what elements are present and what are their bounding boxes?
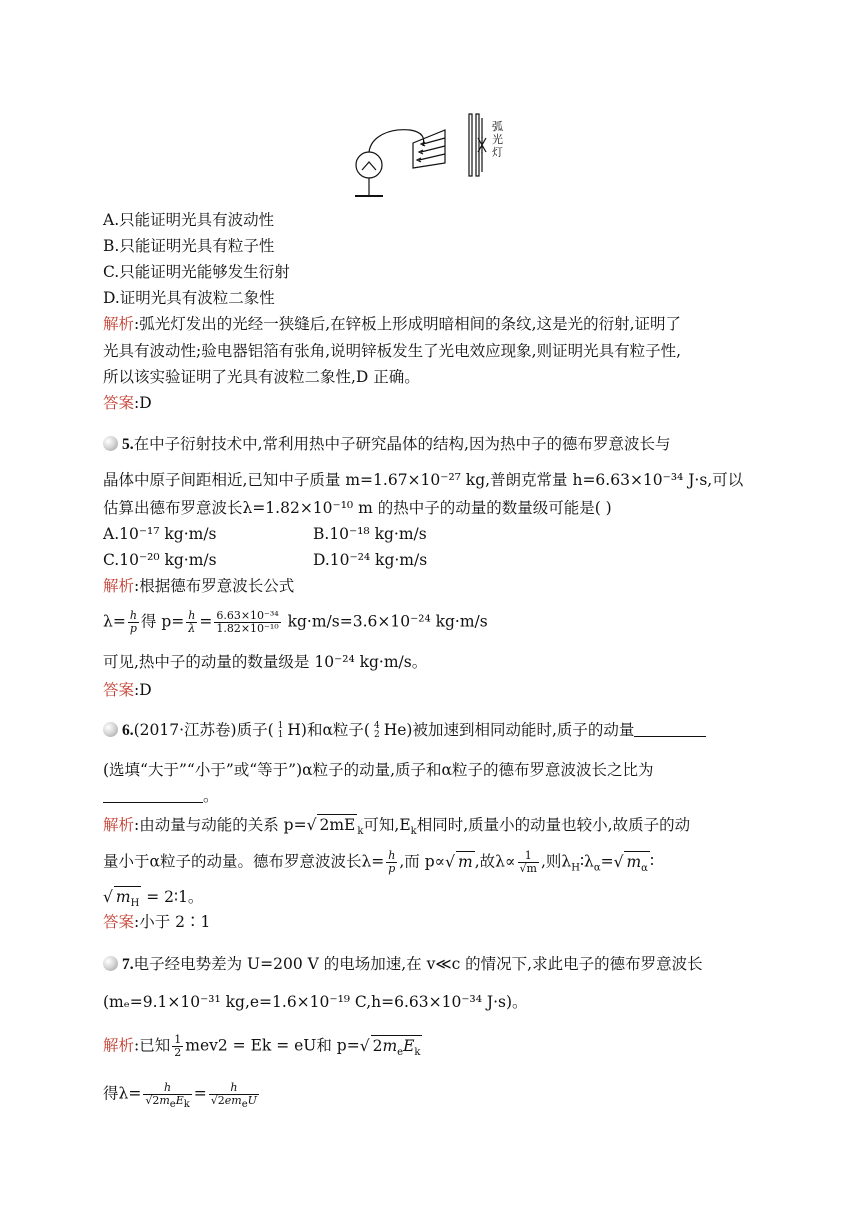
q4-answer: 答案:D bbox=[103, 394, 152, 412]
q7-stem-line1: 7.电子经电势差为 U=200 V 的电场加速,在 v≪c 的情况下,求此电子的德布罗意波长 bbox=[103, 954, 703, 975]
q5-answer: 答案:D bbox=[103, 681, 152, 699]
q7-analysis: 解析:已知 $\frac{1}{2}$ mev2 = Ek = eU和 p=√ $2m_eE_k$ bbox=[103, 1034, 422, 1059]
q5-option-b: B.10⁻¹⁸ kg·m/s bbox=[313, 525, 427, 543]
q5-formula: λ= $\frac{h}{p}$ 得 p= $\frac{h}{\lambda}$ = $\frac{\text{6.63×10⁻³⁴}}{\text{1.82×10⁻¹⁰}}$ kg·m/s=3.6×10⁻²⁴ kg·m/s bbox=[103, 609, 488, 635]
q7-stem-line2: (mₑ=9.1×10⁻³¹ kg,e=1.6×10⁻¹⁹ C,h=6.63×10⁻³⁴ J·s)。 bbox=[103, 993, 528, 1011]
q6-analysis-line3: √ $m_H$ = 2∶1。 bbox=[103, 886, 203, 907]
q4-option-d: D.证明光具有波粒二象性 bbox=[103, 289, 275, 307]
answer-label: 答案 bbox=[103, 394, 135, 412]
answer-label: 答案 bbox=[103, 681, 135, 699]
q6-blank-2 bbox=[103, 788, 203, 803]
q4-analysis: 解析:弧光灯发出的光经一狭缝后,在锌板上形成明暗相间的条纹,这是光的衍射,证明了 bbox=[103, 315, 682, 333]
q5-stem-line1: 5.在中子衍射技术中,常利用热中子研究晶体的结构,因为热中子的德布罗意波长与 bbox=[103, 434, 670, 455]
q6-analysis-line2: 量小于α粒子的动量。德布罗意波波长λ= $\frac{h}{p}$ ,而 p∝√ m ,故λ∝ $\frac{1}{√m}$ ,则$\lambda_H∶\lambda_\alpha=√$ $m_\alpha$ ∶ bbox=[103, 850, 654, 875]
analysis-label: 解析 bbox=[103, 315, 135, 333]
analysis-label: 解析 bbox=[103, 816, 135, 834]
q4-analysis-line2: 光具有波动性;验电器铝箔有张角,说明锌板发生了光电效应现象,则证明光具有粒子性, bbox=[103, 342, 682, 360]
analysis-label: 解析 bbox=[103, 1036, 135, 1055]
question-bullet-icon bbox=[103, 722, 118, 737]
q5-option-a: A.10⁻¹⁷ kg·m/s bbox=[103, 525, 217, 543]
analysis-label: 解析 bbox=[103, 577, 135, 595]
q5-stem-line2: 晶体中原子间距相近,已知中子质量 m=1.67×10⁻²⁷ kg,普朗克常量 h=6.63×10⁻³⁴ J·s,可以 bbox=[103, 471, 744, 489]
q4-option-a: A.只能证明光具有波动性 bbox=[103, 211, 275, 229]
zinc-plate-icon bbox=[413, 130, 445, 168]
q4-analysis-line3: 所以该实验证明了光具有波粒二象性,D 正确。 bbox=[103, 368, 420, 386]
q6-answer: 答案:小于 2∶1 bbox=[103, 913, 211, 931]
q5-option-d: D.10⁻²⁴ kg·m/s bbox=[313, 551, 428, 569]
q4-option-b: B.只能证明光具有粒子性 bbox=[103, 237, 275, 255]
q6-stem-line1: 6.(2017·江苏卷)质子( 1 1 H)和α粒子( 4 2 He)被加速到相同动能时,质子的动量 bbox=[103, 720, 706, 741]
q5-analysis: 解析:根据德布罗意波长公式 bbox=[103, 577, 295, 595]
q6-blank-1 bbox=[634, 722, 706, 737]
arc-lamp-label: 弧光灯 bbox=[492, 120, 503, 159]
answer-label: 答案 bbox=[103, 913, 135, 931]
q6-stem-line3: 。 bbox=[103, 786, 219, 806]
question-bullet-icon bbox=[103, 436, 118, 451]
q6-analysis: 解析:由动量与动能的关系 p=√ 2mE $_k$可知$,E_k$相同时,质量小的动量也较小,故质子的动 bbox=[103, 814, 690, 835]
q6-stem-line2: (选填“大于”“小于”或“等于”)α粒子的动量,质子和α粒子的德布罗意波波长之比为 bbox=[103, 761, 654, 779]
q5-option-c: C.10⁻²⁰ kg·m/s bbox=[103, 551, 217, 569]
electroscope-icon bbox=[356, 152, 382, 178]
slit-plate bbox=[469, 114, 472, 176]
q5-analysis-line3: 可见,热中子的动量的数量级是 10⁻²⁴ kg·m/s。 bbox=[103, 653, 428, 671]
q4-option-c: C.只能证明光能够发生衍射 bbox=[103, 263, 290, 281]
question-bullet-icon bbox=[103, 956, 118, 971]
q7-analysis-line2: 得λ= $\frac{h}{√2m_eE_k}$ = $\frac{h}{√2em_eU}$ bbox=[103, 1081, 257, 1111]
q5-stem-line3: 估算出德布罗意波长λ=1.82×10⁻¹⁰ m 的热中子的动量的数量级可能是( ) bbox=[103, 499, 612, 517]
